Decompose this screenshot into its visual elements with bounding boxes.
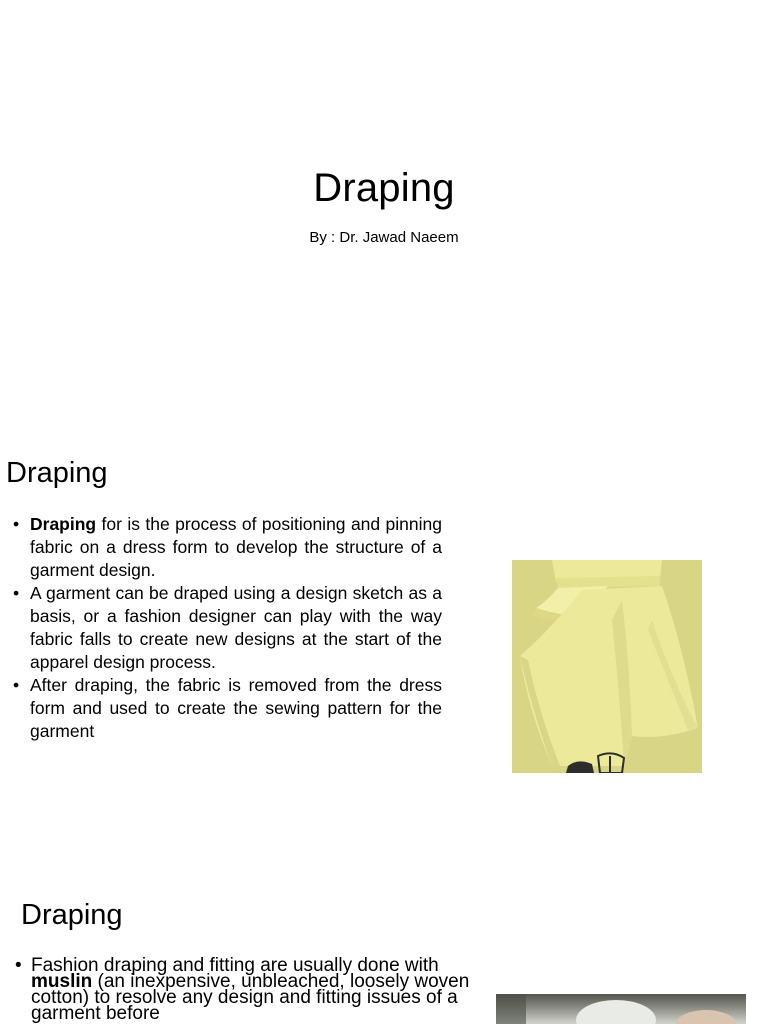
- bullet-list: [10, 955, 470, 1024]
- presentation-title: Draping: [313, 166, 455, 210]
- bold-term: Draping: [30, 514, 97, 534]
- bold-term: muslin: [31, 971, 93, 992]
- draped-dress-photo: [512, 560, 702, 773]
- bullet-text: Fashion draping and fitting are usually done with: [31, 955, 439, 976]
- bullet-item: [8, 674, 442, 743]
- slide-heading: Draping: [21, 899, 123, 931]
- bullet-item: [8, 513, 442, 582]
- bullet-item: [10, 955, 470, 1024]
- bullet-item: [8, 582, 442, 674]
- muslin-slide: [0, 870, 768, 1024]
- author-byline: By : Dr. Jawad Naeem: [309, 229, 459, 246]
- muslin-fitting-illustration: [496, 994, 746, 1024]
- bullet-text: for is the process of positioning and pinning fabric on a dress form to develop the structure of a garment design.: [30, 514, 442, 580]
- draping-definition-slide: [0, 430, 768, 800]
- slide-heading: Draping: [6, 457, 108, 489]
- title-slide: [0, 0, 768, 400]
- bullet-list: [8, 513, 442, 743]
- bullet-text: (an inexpensive, unbleached, loosely woven cotton) to resolve any design and fitting issues of a garment before: [31, 971, 470, 1024]
- draped-dress-illustration: [512, 560, 702, 773]
- muslin-fitting-photo: [496, 994, 746, 1024]
- bullet-text: After draping, the fabric is removed from the dress form and used to create the sewing pattern for the garment: [30, 675, 442, 741]
- bullet-text: A garment can be draped using a design sketch as a basis, or a fashion designer can play with the way fabric falls to create new designs at the start of the apparel design process.: [30, 583, 442, 672]
